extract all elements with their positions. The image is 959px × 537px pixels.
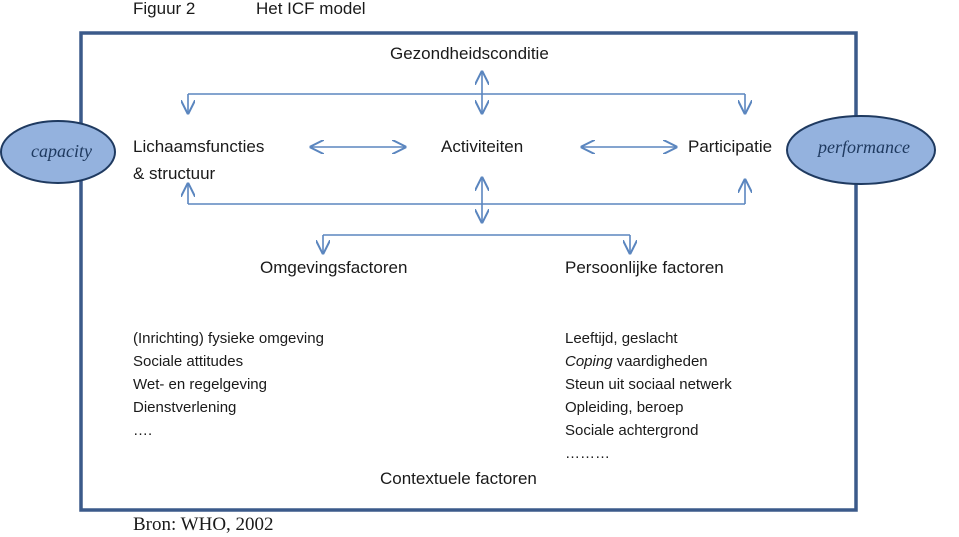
body-functions-label: Lichaamsfuncties [133, 137, 265, 156]
list-item: Steun uit sociaal netwerk [565, 376, 732, 393]
list-item: Sociale attitudes [133, 353, 244, 370]
source-caption: Bron: WHO, 2002 [133, 514, 274, 535]
list-item: …. [133, 422, 153, 439]
coping-text: Coping [565, 353, 613, 370]
skills-text: vaardigheden [612, 353, 708, 370]
list-item: Sociale achtergrond [565, 422, 699, 439]
environmental-factors-label: Omgevingsfactoren [260, 258, 408, 277]
contextual-factors-label: Contextuele factoren [380, 469, 537, 488]
capacity-label: capacity [31, 141, 92, 161]
list-item: ……… [565, 445, 610, 462]
health-condition-label: Gezondheidsconditie [390, 44, 549, 63]
figure-title: Het ICF model [256, 0, 366, 18]
body-structures-label: & structuur [133, 164, 216, 183]
activities-label: Activiteiten [441, 137, 524, 156]
list-item: Wet- en regelgeving [133, 376, 267, 393]
personal-factors-label: Persoonlijke factoren [565, 258, 724, 277]
list-item: Leeftijd, geslacht [565, 330, 678, 347]
figure-label: Figuur 2 [133, 0, 196, 18]
list-item: Dienstverlening [133, 399, 237, 416]
list-item: (Inrichting) fysieke omgeving [133, 330, 324, 347]
list-item [565, 350, 732, 373]
performance-label: performance [818, 137, 910, 157]
list-item: Opleiding, beroep [565, 399, 684, 416]
participation-label: Participatie [688, 137, 773, 156]
environmental-factors-list [133, 327, 324, 442]
personal-factors-list [565, 327, 732, 465]
